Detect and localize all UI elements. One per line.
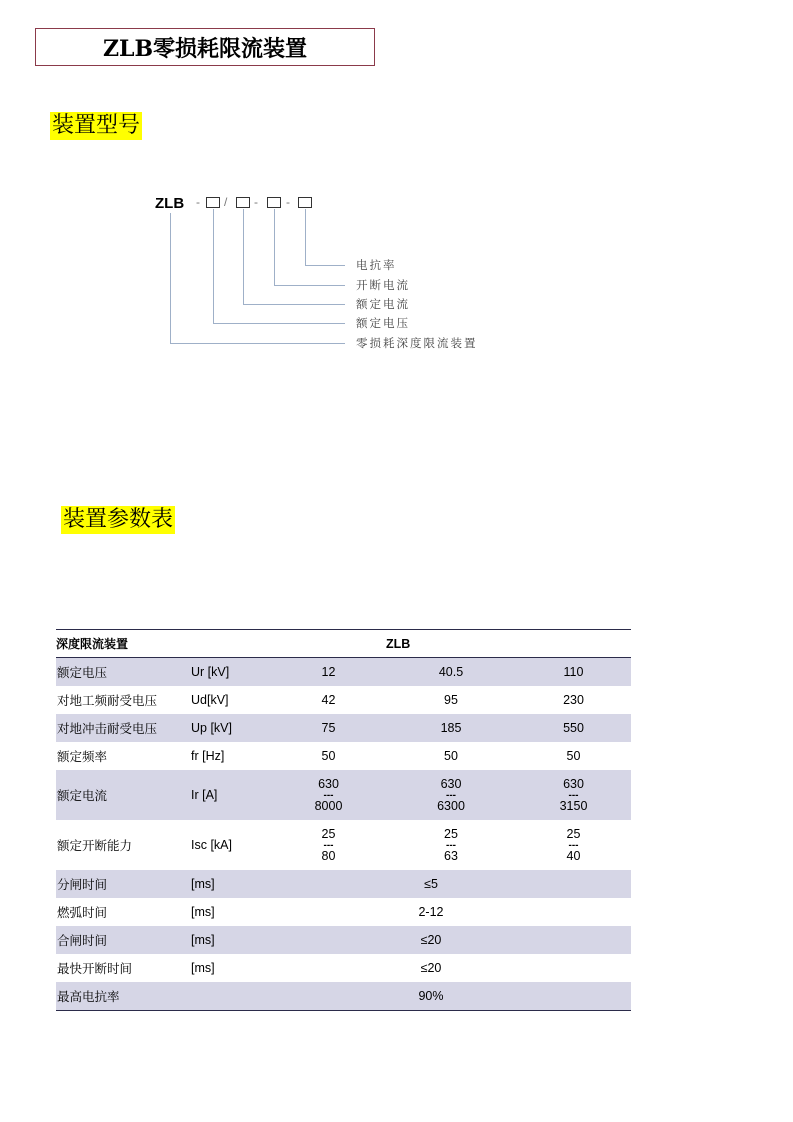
table-row [56,926,631,954]
label-rated-current: 额定电流 [356,297,410,311]
range-dash: --- [323,789,334,801]
row-name: 对地冲击耐受电压 [57,721,158,736]
cell-value: 50 [321,749,336,763]
separator-dash: - [254,195,258,209]
leader-line [305,265,345,266]
row-name: 对地工频耐受电压 [57,693,158,708]
range-min: 630 [440,776,462,791]
row-unit: [ms] [191,961,215,975]
merged-value: ≤20 [420,961,442,975]
range-max: 6300 [437,798,465,813]
cell-range [516,820,631,870]
cell-value: 110 [563,665,584,679]
table-row [56,770,631,820]
cell-range [271,820,386,870]
leader-line [170,343,345,344]
header-series: ZLB [386,636,411,651]
cell-value [271,954,631,982]
code-slot-rated-current [236,197,250,208]
row-unit: Isc [kA] [191,838,232,852]
leader-line [274,209,275,285]
range-dash: --- [568,789,579,801]
cell-value [271,898,631,926]
range-dash: --- [446,789,456,801]
range-max: 40 [566,848,581,863]
cell-value: 50 [444,749,458,763]
cell-value: 185 [440,721,462,735]
table-header-row [56,630,631,658]
cell-value [271,926,631,954]
separator-dash: - [286,195,290,209]
leader-line [213,209,214,323]
range-dash: --- [568,839,579,851]
cell-range [386,770,516,820]
table-row [56,820,631,870]
code-slot-breaking-current [267,197,281,208]
row-name: 分闸时间 [57,877,108,892]
section-heading-params: 装置参数表 [63,507,174,532]
label-breaking-current: 开断电流 [356,278,410,292]
merged-value: 90% [418,989,444,1003]
cell-range [271,770,386,820]
range-max: 8000 [314,798,343,813]
table-row [56,686,631,714]
row-name: 最高电抗率 [57,989,120,1004]
leader-line [274,285,345,286]
cell-value: 42 [321,693,336,707]
cell-value: 230 [563,693,584,707]
merged-value: ≤5 [424,877,438,891]
document-title: ZLB零损耗限流装置 [102,35,308,62]
range-min: 25 [321,826,336,841]
range-dash: --- [323,839,334,851]
header-device: 深度限流装置 [56,637,129,651]
section-heading-model: 装置型号 [52,113,141,138]
row-unit: Up [kV] [191,721,232,735]
range-max: 80 [321,848,336,863]
row-unit: [ms] [191,877,215,891]
cell-value: 550 [563,721,584,735]
table-row [56,870,631,898]
table-row [56,658,631,687]
range-max: 3150 [559,798,588,813]
cell-range [516,770,631,820]
label-rated-voltage: 额定电压 [356,316,410,330]
leader-line [243,304,345,305]
merged-value: 2-12 [418,905,444,919]
cell-value: 12 [321,665,336,679]
code-slot-rated-voltage [206,197,220,208]
row-unit: Ur [kV] [191,665,230,679]
table-row [56,714,631,742]
row-unit: [ms] [191,933,215,947]
row-name: 额定开断能力 [57,838,133,853]
table-row [56,898,631,926]
separator-slash: / [224,195,228,209]
separator-dash: - [196,195,200,209]
cell-value: 95 [444,693,458,707]
row-unit: Ir [A] [191,788,218,802]
label-reactance-rate: 电抗率 [356,258,397,272]
range-max: 63 [444,848,458,863]
row-name: 燃弧时间 [57,905,108,920]
leader-line [243,209,244,304]
table-row [56,954,631,982]
cell-value: 40.5 [438,665,464,679]
row-unit: fr [Hz] [191,749,225,763]
row-name: 最快开断时间 [57,961,133,976]
code-slot-reactance-rate [298,197,312,208]
row-name: 额定频率 [57,749,108,764]
cell-value: 75 [321,721,336,735]
range-min: 25 [566,826,581,841]
range-min: 25 [444,826,458,841]
model-code-prefix: ZLB [155,195,185,212]
range-min: 630 [318,776,339,791]
row-unit: Ud[kV] [191,693,229,707]
leader-line [213,323,345,324]
leader-line [170,213,171,343]
table-row [56,982,631,1011]
row-name: 额定电压 [57,665,108,680]
row-name: 额定电流 [57,788,108,803]
cell-value [271,982,631,1011]
row-unit: [ms] [191,905,215,919]
range-dash: --- [446,839,456,851]
cell-value [271,870,631,898]
cell-value: 50 [566,749,581,763]
table-row [56,742,631,770]
range-min: 630 [563,776,584,791]
cell-range [386,820,516,870]
document-title-box [35,28,375,66]
parameter-table [56,629,631,1011]
merged-value: ≤20 [420,933,442,947]
row-name: 合闸时间 [57,933,108,948]
row-unit [191,982,271,1011]
leader-line [305,209,306,265]
label-device-type: 零损耗深度限流装置 [356,336,478,350]
